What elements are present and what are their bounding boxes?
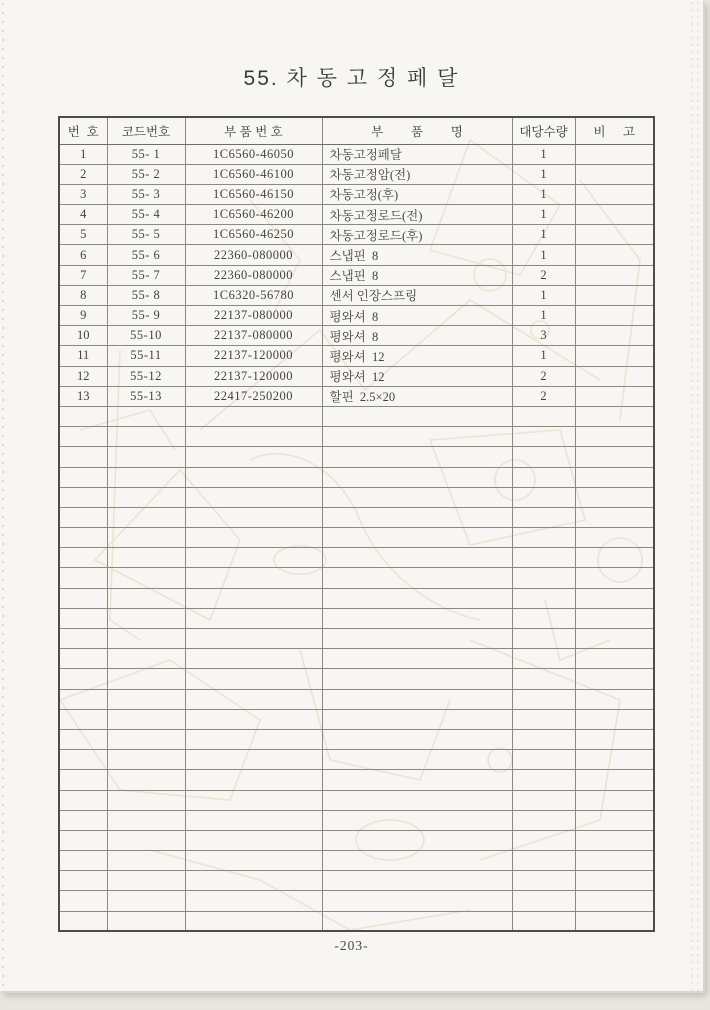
cell-qty: 2 xyxy=(512,265,575,285)
cell-name xyxy=(322,911,512,931)
cell-qty: 1 xyxy=(512,285,575,305)
cell-name: 스냅핀 8 xyxy=(322,265,512,285)
cell-part-no xyxy=(185,568,322,588)
empty-row xyxy=(59,629,654,649)
cell-name xyxy=(322,871,512,891)
cell-note xyxy=(575,427,654,447)
cell-name xyxy=(322,669,512,689)
cell-part-no: 22137-080000 xyxy=(185,306,322,326)
cell-no: 4 xyxy=(59,205,107,225)
cell-name: 센서 인장스프링 xyxy=(322,285,512,305)
cell-qty xyxy=(512,830,575,850)
cell-note xyxy=(575,487,654,507)
empty-row xyxy=(59,649,654,669)
cell-note xyxy=(575,467,654,487)
empty-row xyxy=(59,447,654,467)
empty-row xyxy=(59,608,654,628)
empty-row xyxy=(59,528,654,548)
header-name: 부 품 명 xyxy=(322,117,512,144)
scan-right-edge-texture xyxy=(689,0,703,991)
cell-code xyxy=(107,427,185,447)
cell-no: 1 xyxy=(59,144,107,164)
cell-qty xyxy=(512,750,575,770)
cell-code xyxy=(107,810,185,830)
empty-row xyxy=(59,427,654,447)
cell-note xyxy=(575,164,654,184)
empty-row xyxy=(59,911,654,931)
cell-name xyxy=(322,528,512,548)
cell-code: 55- 9 xyxy=(107,306,185,326)
cell-note xyxy=(575,669,654,689)
cell-code: 55- 7 xyxy=(107,265,185,285)
cell-part-no xyxy=(185,810,322,830)
header-no: 번 호 xyxy=(59,117,107,144)
cell-qty xyxy=(512,790,575,810)
cell-note xyxy=(575,709,654,729)
cell-name: 평와셔 8 xyxy=(322,326,512,346)
cell-code xyxy=(107,709,185,729)
cell-code xyxy=(107,629,185,649)
table-row xyxy=(59,346,654,366)
cell-no: 11 xyxy=(59,346,107,366)
cell-name xyxy=(322,487,512,507)
cell-no xyxy=(59,729,107,749)
cell-no xyxy=(59,830,107,850)
table-row xyxy=(59,225,654,245)
cell-name xyxy=(322,830,512,850)
cell-no xyxy=(59,608,107,628)
cell-note xyxy=(575,184,654,204)
cell-name: 차동고정로드(후) xyxy=(322,225,512,245)
cell-part-no xyxy=(185,588,322,608)
cell-qty xyxy=(512,649,575,669)
cell-code: 55- 8 xyxy=(107,285,185,305)
header-qty: 대당수량 xyxy=(512,117,575,144)
cell-part-no: 22137-120000 xyxy=(185,366,322,386)
cell-no xyxy=(59,911,107,931)
empty-row xyxy=(59,871,654,891)
cell-note xyxy=(575,245,654,265)
cell-note xyxy=(575,306,654,326)
cell-code xyxy=(107,871,185,891)
cell-no: 13 xyxy=(59,386,107,406)
cell-no xyxy=(59,689,107,709)
cell-no: 2 xyxy=(59,164,107,184)
header-code: 코드번호 xyxy=(107,117,185,144)
cell-qty: 1 xyxy=(512,205,575,225)
cell-qty: 1 xyxy=(512,164,575,184)
empty-row xyxy=(59,487,654,507)
cell-no xyxy=(59,568,107,588)
cell-note xyxy=(575,447,654,467)
cell-no xyxy=(59,770,107,790)
empty-row xyxy=(59,406,654,426)
cell-name xyxy=(322,447,512,467)
cell-no xyxy=(59,709,107,729)
table-row xyxy=(59,184,654,204)
cell-note xyxy=(575,588,654,608)
cell-code xyxy=(107,790,185,810)
cell-part-no xyxy=(185,790,322,810)
cell-part-no xyxy=(185,689,322,709)
cell-part-no: 1C6560-46250 xyxy=(185,225,322,245)
cell-note xyxy=(575,205,654,225)
empty-row xyxy=(59,588,654,608)
cell-code xyxy=(107,528,185,548)
cell-qty xyxy=(512,548,575,568)
cell-note xyxy=(575,851,654,871)
cell-name xyxy=(322,406,512,426)
cell-qty xyxy=(512,507,575,527)
cell-part-no xyxy=(185,729,322,749)
page-title: 55. 차 동 고 정 페 달 xyxy=(243,67,460,90)
cell-code: 55- 5 xyxy=(107,225,185,245)
cell-name xyxy=(322,467,512,487)
cell-part-no xyxy=(185,528,322,548)
empty-row xyxy=(59,669,654,689)
cell-qty xyxy=(512,709,575,729)
cell-note xyxy=(575,871,654,891)
cell-qty xyxy=(512,629,575,649)
cell-name: 평와셔 12 xyxy=(322,346,512,366)
cell-code xyxy=(107,487,185,507)
cell-part-no xyxy=(185,427,322,447)
cell-qty xyxy=(512,891,575,911)
cell-name xyxy=(322,729,512,749)
cell-no xyxy=(59,588,107,608)
table-row xyxy=(59,205,654,225)
cell-no: 12 xyxy=(59,366,107,386)
header-part-no: 부 품 번 호 xyxy=(185,117,322,144)
empty-row xyxy=(59,891,654,911)
cell-part-no xyxy=(185,770,322,790)
cell-name xyxy=(322,568,512,588)
cell-note xyxy=(575,548,654,568)
cell-code xyxy=(107,851,185,871)
cell-qty: 1 xyxy=(512,346,575,366)
cell-no xyxy=(59,406,107,426)
cell-no: 7 xyxy=(59,265,107,285)
cell-no xyxy=(59,851,107,871)
cell-qty: 2 xyxy=(512,366,575,386)
cell-no xyxy=(59,669,107,689)
cell-note xyxy=(575,568,654,588)
cell-name: 할핀 2.5×20 xyxy=(322,386,512,406)
cell-qty: 1 xyxy=(512,225,575,245)
cell-qty xyxy=(512,689,575,709)
cell-no xyxy=(59,810,107,830)
cell-name: 차동고정페달 xyxy=(322,144,512,164)
cell-note xyxy=(575,326,654,346)
cell-name xyxy=(322,770,512,790)
cell-note xyxy=(575,911,654,931)
cell-code: 55-13 xyxy=(107,386,185,406)
table-row xyxy=(59,144,654,164)
cell-note xyxy=(575,750,654,770)
cell-part-no xyxy=(185,669,322,689)
cell-name xyxy=(322,649,512,669)
cell-no: 9 xyxy=(59,306,107,326)
cell-note xyxy=(575,891,654,911)
cell-qty xyxy=(512,911,575,931)
cell-part-no: 1C6560-46200 xyxy=(185,205,322,225)
cell-note xyxy=(575,346,654,366)
cell-note xyxy=(575,507,654,527)
cell-no: 5 xyxy=(59,225,107,245)
cell-qty xyxy=(512,487,575,507)
cell-note xyxy=(575,225,654,245)
cell-name xyxy=(322,851,512,871)
cell-part-no xyxy=(185,830,322,850)
empty-row xyxy=(59,810,654,830)
empty-row xyxy=(59,548,654,568)
cell-part-no xyxy=(185,467,322,487)
cell-name xyxy=(322,790,512,810)
cell-qty xyxy=(512,851,575,871)
cell-part-no: 1C6320-56780 xyxy=(185,285,322,305)
cell-note xyxy=(575,144,654,164)
cell-part-no xyxy=(185,507,322,527)
cell-note xyxy=(575,608,654,628)
cell-qty xyxy=(512,427,575,447)
cell-qty xyxy=(512,871,575,891)
cell-code xyxy=(107,830,185,850)
cell-name: 평와셔 8 xyxy=(322,306,512,326)
cell-part-no xyxy=(185,871,322,891)
cell-code xyxy=(107,548,185,568)
page-number: -203- xyxy=(334,938,369,953)
cell-name xyxy=(322,427,512,447)
cell-note xyxy=(575,406,654,426)
cell-note xyxy=(575,386,654,406)
cell-note xyxy=(575,729,654,749)
cell-qty: 1 xyxy=(512,306,575,326)
cell-no xyxy=(59,871,107,891)
cell-code xyxy=(107,689,185,709)
cell-no xyxy=(59,891,107,911)
cell-note xyxy=(575,649,654,669)
cell-no xyxy=(59,649,107,669)
cell-note xyxy=(575,830,654,850)
cell-note xyxy=(575,265,654,285)
cell-qty xyxy=(512,770,575,790)
cell-qty: 1 xyxy=(512,144,575,164)
cell-qty xyxy=(512,669,575,689)
cell-note xyxy=(575,810,654,830)
cell-name xyxy=(322,689,512,709)
cell-code xyxy=(107,447,185,467)
cell-part-no xyxy=(185,608,322,628)
table-row xyxy=(59,285,654,305)
cell-name: 스냅핀 8 xyxy=(322,245,512,265)
parts-table xyxy=(58,116,655,932)
cell-code xyxy=(107,406,185,426)
cell-code: 55- 1 xyxy=(107,144,185,164)
cell-qty: 3 xyxy=(512,326,575,346)
cell-code: 55- 3 xyxy=(107,184,185,204)
cell-part-no: 22137-120000 xyxy=(185,346,322,366)
cell-code: 55-10 xyxy=(107,326,185,346)
cell-note xyxy=(575,689,654,709)
cell-part-no xyxy=(185,487,322,507)
cell-no xyxy=(59,629,107,649)
empty-row xyxy=(59,790,654,810)
empty-row xyxy=(59,689,654,709)
cell-name: 차동고정암(전) xyxy=(322,164,512,184)
cell-qty xyxy=(512,467,575,487)
cell-code xyxy=(107,770,185,790)
empty-row xyxy=(59,467,654,487)
cell-part-no: 22417-250200 xyxy=(185,386,322,406)
cell-qty xyxy=(512,568,575,588)
cell-name xyxy=(322,750,512,770)
empty-row xyxy=(59,729,654,749)
table-row xyxy=(59,386,654,406)
cell-qty xyxy=(512,447,575,467)
empty-row xyxy=(59,830,654,850)
cell-qty: 1 xyxy=(512,184,575,204)
cell-no xyxy=(59,750,107,770)
cell-part-no xyxy=(185,629,322,649)
table-row xyxy=(59,245,654,265)
scan-left-edge-texture xyxy=(0,0,9,991)
table-row xyxy=(59,326,654,346)
cell-name: 평와셔 12 xyxy=(322,366,512,386)
cell-part-no xyxy=(185,649,322,669)
cell-code xyxy=(107,729,185,749)
header-row xyxy=(59,117,654,144)
cell-code xyxy=(107,568,185,588)
cell-code xyxy=(107,608,185,628)
cell-code xyxy=(107,669,185,689)
cell-no xyxy=(59,790,107,810)
cell-no xyxy=(59,427,107,447)
cell-note xyxy=(575,770,654,790)
empty-row xyxy=(59,770,654,790)
cell-part-no xyxy=(185,911,322,931)
cell-no: 10 xyxy=(59,326,107,346)
cell-name xyxy=(322,629,512,649)
table-row xyxy=(59,265,654,285)
table-row xyxy=(59,164,654,184)
cell-code: 55- 4 xyxy=(107,205,185,225)
header-note: 비 고 xyxy=(575,117,654,144)
cell-name xyxy=(322,588,512,608)
cell-part-no: 1C6560-46050 xyxy=(185,144,322,164)
cell-no: 3 xyxy=(59,184,107,204)
cell-note xyxy=(575,285,654,305)
cell-qty: 1 xyxy=(512,245,575,265)
cell-part-no xyxy=(185,851,322,871)
table-row xyxy=(59,366,654,386)
cell-part-no xyxy=(185,406,322,426)
cell-code: 55-12 xyxy=(107,366,185,386)
cell-qty xyxy=(512,406,575,426)
cell-code: 55-11 xyxy=(107,346,185,366)
empty-row xyxy=(59,507,654,527)
cell-no xyxy=(59,467,107,487)
cell-qty xyxy=(512,810,575,830)
cell-part-no: 22137-080000 xyxy=(185,326,322,346)
cell-qty xyxy=(512,608,575,628)
cell-part-no xyxy=(185,709,322,729)
cell-no: 6 xyxy=(59,245,107,265)
cell-no xyxy=(59,447,107,467)
cell-name xyxy=(322,548,512,568)
cell-no xyxy=(59,487,107,507)
cell-part-no xyxy=(185,548,322,568)
table-body xyxy=(59,144,654,931)
cell-code: 55- 2 xyxy=(107,164,185,184)
cell-note xyxy=(575,528,654,548)
cell-no xyxy=(59,507,107,527)
empty-row xyxy=(59,750,654,770)
table-row xyxy=(59,306,654,326)
cell-code xyxy=(107,911,185,931)
cell-name xyxy=(322,608,512,628)
cell-name: 차동고정로드(전) xyxy=(322,205,512,225)
cell-part-no xyxy=(185,447,322,467)
cell-qty xyxy=(512,588,575,608)
cell-code xyxy=(107,467,185,487)
cell-part-no: 22360-080000 xyxy=(185,245,322,265)
cell-no xyxy=(59,528,107,548)
cell-part-no: 1C6560-46150 xyxy=(185,184,322,204)
cell-note xyxy=(575,790,654,810)
cell-no xyxy=(59,548,107,568)
cell-note xyxy=(575,366,654,386)
cell-name: 차동고정(후) xyxy=(322,184,512,204)
empty-row xyxy=(59,568,654,588)
cell-no: 8 xyxy=(59,285,107,305)
cell-part-no xyxy=(185,750,322,770)
cell-part-no: 1C6560-46100 xyxy=(185,164,322,184)
cell-code xyxy=(107,891,185,911)
cell-qty: 2 xyxy=(512,386,575,406)
cell-name xyxy=(322,810,512,830)
cell-part-no xyxy=(185,891,322,911)
cell-part-no: 22360-080000 xyxy=(185,265,322,285)
cell-code xyxy=(107,588,185,608)
empty-row xyxy=(59,851,654,871)
cell-name xyxy=(322,507,512,527)
cell-code: 55- 6 xyxy=(107,245,185,265)
empty-row xyxy=(59,709,654,729)
cell-qty xyxy=(512,528,575,548)
cell-note xyxy=(575,629,654,649)
cell-code xyxy=(107,507,185,527)
cell-code xyxy=(107,649,185,669)
cell-qty xyxy=(512,729,575,749)
cell-name xyxy=(322,709,512,729)
cell-name xyxy=(322,891,512,911)
cell-code xyxy=(107,750,185,770)
